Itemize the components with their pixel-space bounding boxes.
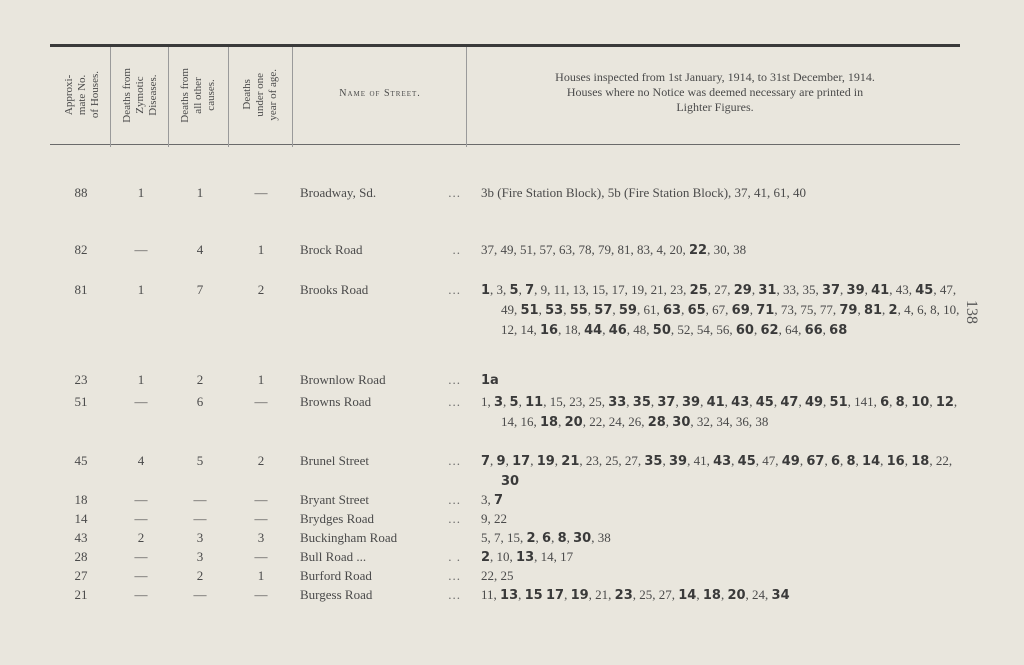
approx-houses-cell: 81 bbox=[74, 282, 88, 297]
zymotic-deaths-cell: — bbox=[134, 242, 148, 257]
other-deaths-cell: 5 bbox=[196, 453, 204, 468]
infant-deaths-cell: 1 bbox=[257, 372, 265, 387]
infant-deaths-cell: — bbox=[254, 511, 268, 526]
house-numbers-cell: 11, 13, 15 17, 19, 21, 23, 25, 27, 14, 18, 20, 24, 34 bbox=[481, 587, 790, 603]
house-numbers-cell: 1a bbox=[481, 373, 499, 388]
house-numbers-cell: 3b (Fire Station Block), 5b (Fire Station Block), 37, 41, 61, 40 bbox=[481, 185, 807, 200]
approx-houses-cell: 18 bbox=[74, 492, 88, 507]
column-divider bbox=[168, 47, 169, 147]
other-deaths-cell: 1 bbox=[196, 185, 204, 200]
zymotic-deaths-cell: 2 bbox=[137, 530, 145, 545]
approx-houses-cell: 51 bbox=[74, 394, 88, 409]
other-deaths-cell: 3 bbox=[196, 530, 204, 545]
other-deaths-cell: — bbox=[193, 511, 207, 526]
house-numbers-cell: 2, 10, 13, 14, 17 bbox=[481, 549, 574, 565]
infant-deaths-cell: — bbox=[254, 549, 268, 564]
header-infant-deaths: Deaths under one year of age. bbox=[240, 69, 279, 121]
house-numbers-cell: 5, 7, 15, 2, 6, 8, 30, 38 bbox=[481, 530, 611, 546]
street-name-cell: Brownlow Road ... bbox=[300, 372, 461, 387]
header-approx-houses: Approxi- mate No. of Houses. bbox=[62, 71, 101, 119]
column-divider bbox=[292, 47, 293, 147]
street-name-cell: Browns Road ... bbox=[300, 394, 461, 409]
infant-deaths-cell: — bbox=[254, 394, 268, 409]
street-name-cell: Burgess Road ... bbox=[300, 587, 461, 602]
house-numbers-cell: 1, 3, 5, 11, 15, 23, 25, 33, 35, 37, 39, 41, 43, 45, 47, 49, 51, 141, 6, 8, 10, 12, 14, 16, 18, 20, 22, 24, 26, 28, 30, 32, 34, 36, 38 bbox=[481, 394, 958, 430]
column-divider bbox=[110, 47, 111, 147]
zymotic-deaths-cell: — bbox=[134, 587, 148, 602]
house-numbers-cell: 37, 49, 51, 57, 63, 78, 79, 81, 83, 4, 20, 22, 30, 38 bbox=[481, 242, 747, 258]
street-name-cell: Burford Road ... bbox=[300, 568, 461, 583]
infant-deaths-cell: 1 bbox=[257, 568, 265, 583]
zymotic-deaths-cell: 1 bbox=[137, 282, 145, 297]
column-divider bbox=[228, 47, 229, 147]
zymotic-deaths-cell: — bbox=[134, 394, 148, 409]
infant-deaths-cell: 3 bbox=[257, 530, 265, 545]
header-zymotic-deaths: Deaths from Zymotic Diseases. bbox=[120, 67, 159, 123]
approx-houses-cell: 43 bbox=[74, 530, 88, 545]
zymotic-deaths-cell: — bbox=[134, 549, 148, 564]
house-numbers-cell: 7, 9, 17, 19, 21, 23, 25, 27, 35, 39, 41, 43, 45, 47, 49, 67, 6, 8, 14, 16, 18, 22, 30 bbox=[481, 453, 953, 489]
other-deaths-cell: 6 bbox=[196, 394, 204, 409]
house-numbers-cell: 3, 7 bbox=[481, 492, 504, 508]
column-divider bbox=[466, 47, 467, 147]
street-name-cell: Broadway, Sd. ... bbox=[300, 185, 461, 200]
other-deaths-cell: 4 bbox=[196, 242, 204, 257]
street-name-cell: Brydges Road ... bbox=[300, 511, 461, 526]
header-street-name: Name of Street. bbox=[339, 88, 421, 99]
street-name-cell: Bryant Street ... bbox=[300, 492, 461, 507]
other-deaths-cell: 7 bbox=[196, 282, 204, 297]
page-number: 138 bbox=[963, 300, 980, 324]
other-deaths-cell: 3 bbox=[196, 549, 204, 564]
header-other-deaths: Deaths from all other causes. bbox=[178, 67, 217, 123]
zymotic-deaths-cell: — bbox=[134, 492, 148, 507]
zymotic-deaths-cell: 4 bbox=[137, 453, 145, 468]
header-rule bbox=[50, 144, 960, 145]
house-numbers-cell: 9, 22 bbox=[481, 511, 507, 526]
approx-houses-cell: 21 bbox=[74, 587, 88, 602]
infant-deaths-cell: 1 bbox=[257, 242, 265, 257]
approx-houses-cell: 14 bbox=[74, 511, 88, 526]
approx-houses-cell: 88 bbox=[74, 185, 88, 200]
other-deaths-cell: 2 bbox=[196, 372, 204, 387]
infant-deaths-cell: 2 bbox=[257, 453, 265, 468]
approx-houses-cell: 27 bbox=[74, 568, 88, 583]
street-name-cell: Buckingham Road bbox=[300, 530, 398, 545]
house-numbers-cell: 22, 25 bbox=[481, 568, 514, 583]
street-name-cell: Brock Road .. bbox=[300, 242, 461, 257]
infant-deaths-cell: — bbox=[254, 185, 268, 200]
zymotic-deaths-cell: — bbox=[134, 568, 148, 583]
street-name-cell: Bull Road ... . . bbox=[300, 549, 461, 564]
street-name-cell: Brunel Street ... bbox=[300, 453, 461, 468]
approx-houses-cell: 28 bbox=[74, 549, 88, 564]
street-name-cell: Brooks Road ... bbox=[300, 282, 461, 297]
zymotic-deaths-cell: — bbox=[134, 511, 148, 526]
approx-houses-cell: 45 bbox=[74, 453, 88, 468]
house-numbers-cell: 1, 3, 5, 7, 9, 11, 13, 15, 17, 19, 21, 23, 25, 27, 29, 31, 33, 35, 37, 39, 41, 43, 45, 47, 49, 51, 53, 55, 57, 59, 61, 63, 65, 67, 69, 71, 73, 75, 77, 79, 81, 2, 4, 6, 8, 10, 12, 14, 16, 18, 44, 46, 48, 50, 52, 54, 56, 60, 62, 64, 66, 68 bbox=[481, 282, 960, 338]
infant-deaths-cell: 2 bbox=[257, 282, 265, 297]
zymotic-deaths-cell: 1 bbox=[137, 372, 145, 387]
approx-houses-cell: 82 bbox=[74, 242, 88, 257]
other-deaths-cell: 2 bbox=[196, 568, 204, 583]
other-deaths-cell: — bbox=[193, 587, 207, 602]
approx-houses-cell: 23 bbox=[74, 372, 88, 387]
top-rule bbox=[50, 44, 960, 47]
header-houses-inspected: Houses inspected from 1st January, 1914, to 31st December, 1914. Houses where no Notice was deemed necessary are printed in Lighter Figures. bbox=[555, 70, 875, 114]
zymotic-deaths-cell: 1 bbox=[137, 185, 145, 200]
infant-deaths-cell: — bbox=[254, 492, 268, 507]
other-deaths-cell: — bbox=[193, 492, 207, 507]
infant-deaths-cell: — bbox=[254, 587, 268, 602]
